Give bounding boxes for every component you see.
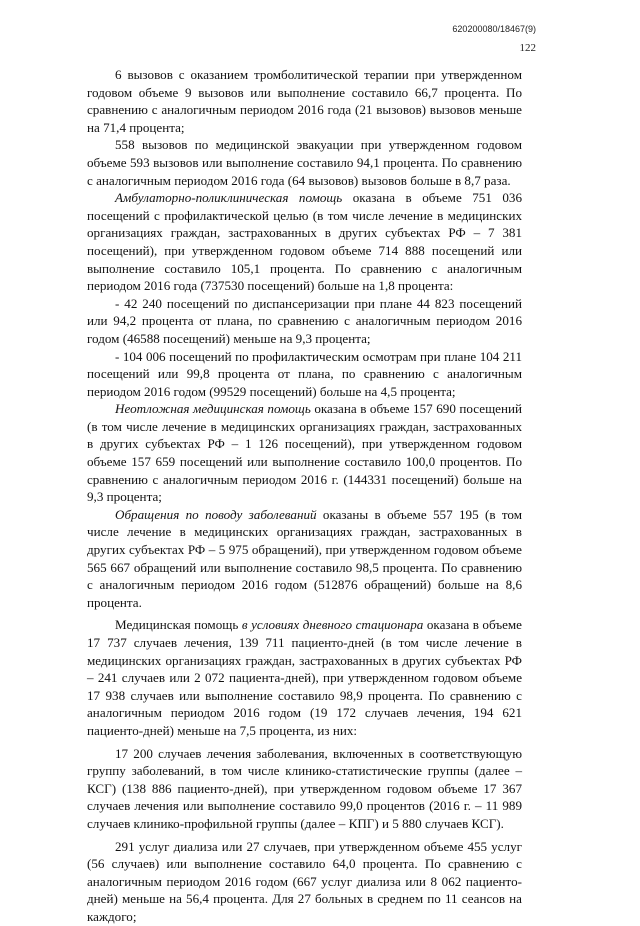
paragraph-emergency [87, 400, 522, 506]
paragraph-text: оказана в объеме 17 737 случаев лечения, 139 711 пациенто-дней (в том числе лечение в медицинских организациях граждан, застрахованных в других субъектах РФ – 241 случаев или 2 072 пациента-дней), при утвержденном годовом объеме 17 938 случаев или выполнение составило 98,9 процента. По сравнению с аналогичным периодом 2016 годом (19 172 случаев лечения, 194 621 пациенто-дней) меньше на 7,5 процента, из них: [87, 617, 522, 738]
section-lead-outpatient: Амбулаторно-поликлиническая помощь [115, 190, 343, 206]
paragraph-thrombolytic: 6 вызовов с оказанием тромболитической терапии при утвержденном годовом объеме 9 вызовов или выполнение составило 66,7 процента. По сравнению с аналогичным периодом 2016 года (21 вызовов) вызовов меньше на 71,4 процента; [87, 67, 522, 135]
section-lead-emergency: Неотложная медицинская помощь [115, 401, 311, 417]
paragraph-ksg: 17 200 случаев лечения заболевания, включенных в соответствующую группу заболеваний, в том числе клинико-статистические группы (далее – КСГ) (138 886 пациенто-дней), при утвержденном годовом объеме 17 367 случаев лечения или выполнение составило 99,0 процентов (2016 г. – 11 989 случаев клинико-профильной группы (далее – КПГ) и 5 880 случаев КСГ). [87, 745, 522, 831]
section-lead-appeals: Обращения по поводу заболеваний [115, 506, 317, 522]
paragraph-text: оказаны в объеме 557 195 (в том числе лечение в медицинских организациях граждан, застрахованных в других субъектах РФ – 5 975 обращений), при утвержденном годовом объеме 565 667 обращений или выполнение составило 98,5 процента. По сравнению с аналогичным периодом 2016 годом (512876 обращений) больше на 8,6 процента. [87, 506, 522, 610]
paragraph-day-hospital [87, 616, 522, 739]
paragraph-evacuation: 558 вызовов по медицинской эвакуации при утвержденном годовом объеме 593 вызовов или выполнение составило 94,1 процента. По сравнению с аналогичным периодом 2016 года (64 вызовов) вызовов больше в 8,7 раза. [87, 137, 522, 188]
page-body [87, 66, 522, 926]
paragraph-preventive: - 104 006 посещений по профилактическим осмотрам при плане 104 211 посещений или 99,8 процента от плана, по сравнению с аналогичным периодом 2016 годом (99529 посещений) больше на 4,5 процента; [87, 348, 522, 399]
paragraph-pre: Медицинская помощь [115, 617, 242, 633]
section-lead-day-hospital: в условиях дневного стационара [241, 617, 424, 633]
document-code: 620200080/18467(9) [452, 24, 536, 34]
paragraph-appeals [87, 506, 522, 612]
paragraph-dispensary: - 42 240 посещений по диспансеризации при плане 44 823 посещений или 94,2 процента от плана, по сравнению с аналогичным периодом 2016 годом (46588 посещений) меньше на 9,3 процента; [87, 295, 522, 346]
paragraph-dialysis: 291 услуг диализа или 27 случаев, при утвержденном объеме 455 услуг (56 случаев) или выполнение составило 64,0 процента. По сравнению с аналогичным периодом 2016 годом (667 услуг диализа или 8 062 пациенто-дней) меньше на 56,4 процента. Для 27 больных в среднем по 11 сеансов на каждого; [87, 838, 522, 924]
paragraph-text: оказана в объеме 157 690 посещений (в том числе лечение в медицинских организациях граждан, застрахованных в других субъектах РФ – 1 126 посещений), при утвержденном годовом объеме 157 659 посещений или выполнение составило 100,0 процентов. По сравнению с аналогичным периодом 2016 г. (144331 посещений) больше на 9,3 процента; [87, 401, 522, 505]
paragraph-outpatient [87, 189, 522, 295]
page-number: 122 [519, 42, 536, 54]
paragraph-text: оказана в объеме 751 036 посещений с профилактической целью (в том числе лечение в медицинских организациях граждан, застрахованных в других субъектах РФ – 7 381 посещений), при утвержденном годовом объеме 714 888 посещений или выполнение составило 105,1 процента. По сравнению с аналогичным периодом 2016 года (737530 посещений) больше на 1,8 процента: [87, 190, 522, 294]
